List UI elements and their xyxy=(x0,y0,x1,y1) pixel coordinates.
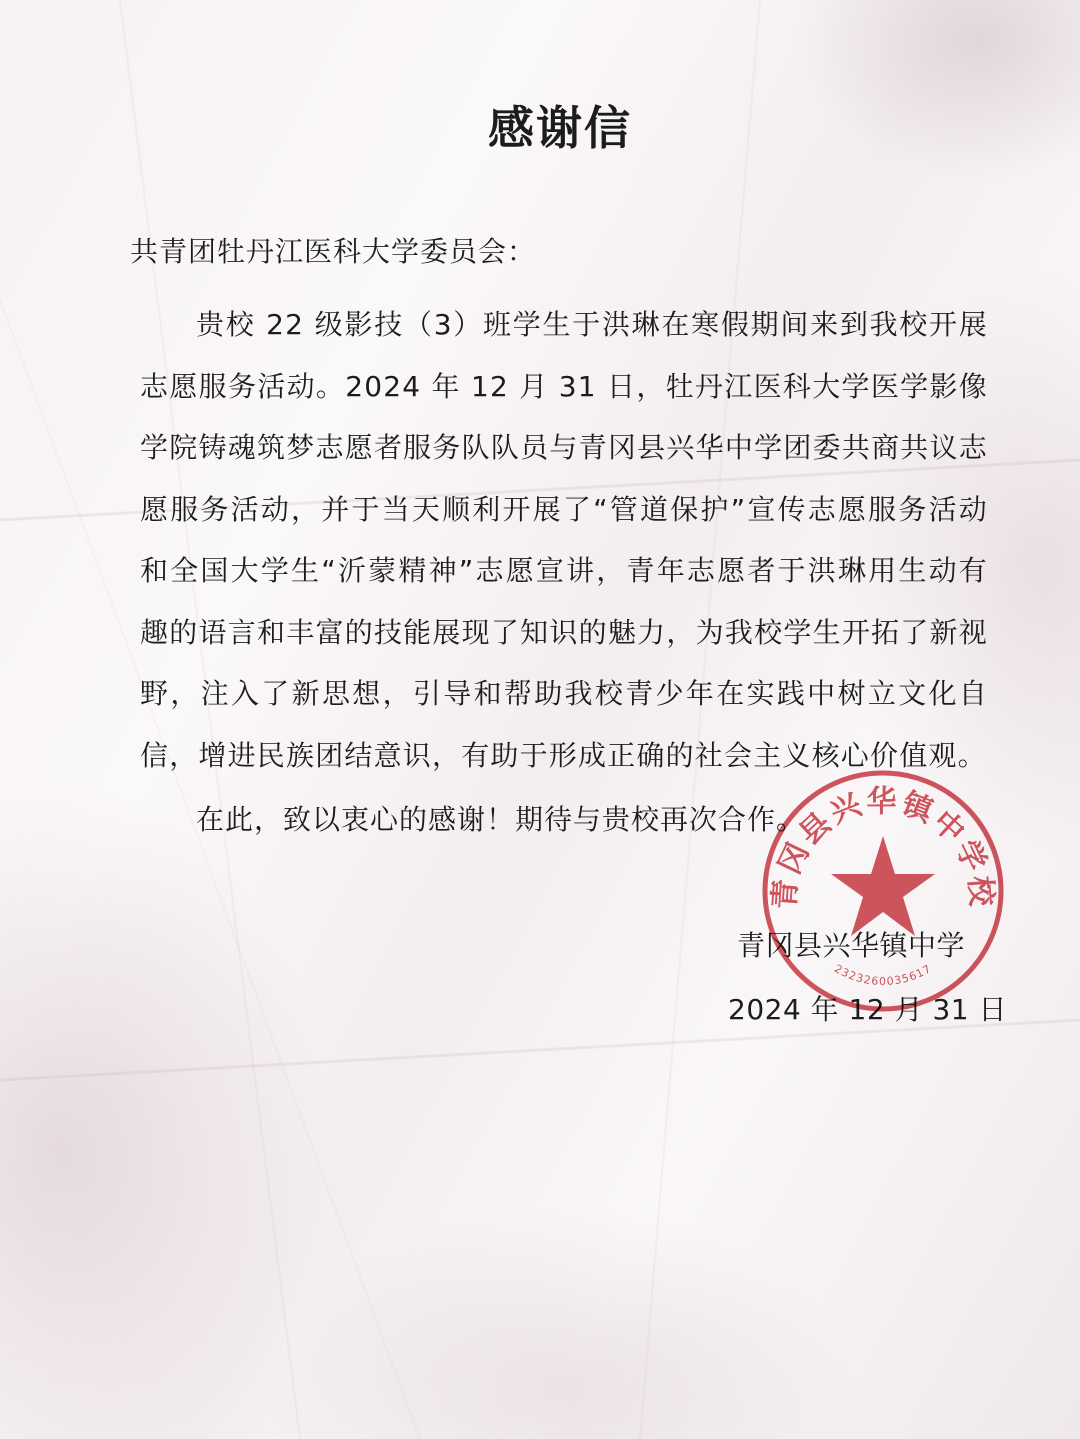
letter-salutation: 共青团牡丹江医科大学委员会： xyxy=(130,235,537,268)
signature-date: 2024 年 12 月 31 日 xyxy=(728,993,1008,1026)
seal-code: 2323260035617 xyxy=(832,961,934,988)
letter-closing: 在此，致以衷心的感谢！期待与贵校再次合作。 xyxy=(196,803,806,836)
signer-name: 青冈县兴华镇中学 xyxy=(737,929,966,962)
seal-text: 青冈县兴华镇中学校 xyxy=(767,784,999,911)
seal-star-icon xyxy=(831,836,935,936)
letter-title: 感谢信 xyxy=(488,101,632,155)
school-seal-stamp xyxy=(758,766,1008,1016)
letter-body: 贵校 22 级影技（3）班学生于洪琳在寒假期间来到我校开展志愿服务活动。2024 年 12 月 31 日，牡丹江医科大学医学影像学院铸魂筑梦志愿者服务队队员与青冈县兴华中学团委共商共议志愿服务活动，并于当天顺利开展了“管道保护”宣传志愿服务活动和全国大学生“沂蒙精神”志愿宣讲，青年志愿者于洪琳用生动有趣的语言和丰富的技能展现了知识的魅力，为我校学生开拓了新视野，注入了新思想，引导和帮助我校青少年在实践中树立文化自信，增进民族团结意识，有助于形成正确的社会主义核心价值观。 xyxy=(140,308,988,772)
